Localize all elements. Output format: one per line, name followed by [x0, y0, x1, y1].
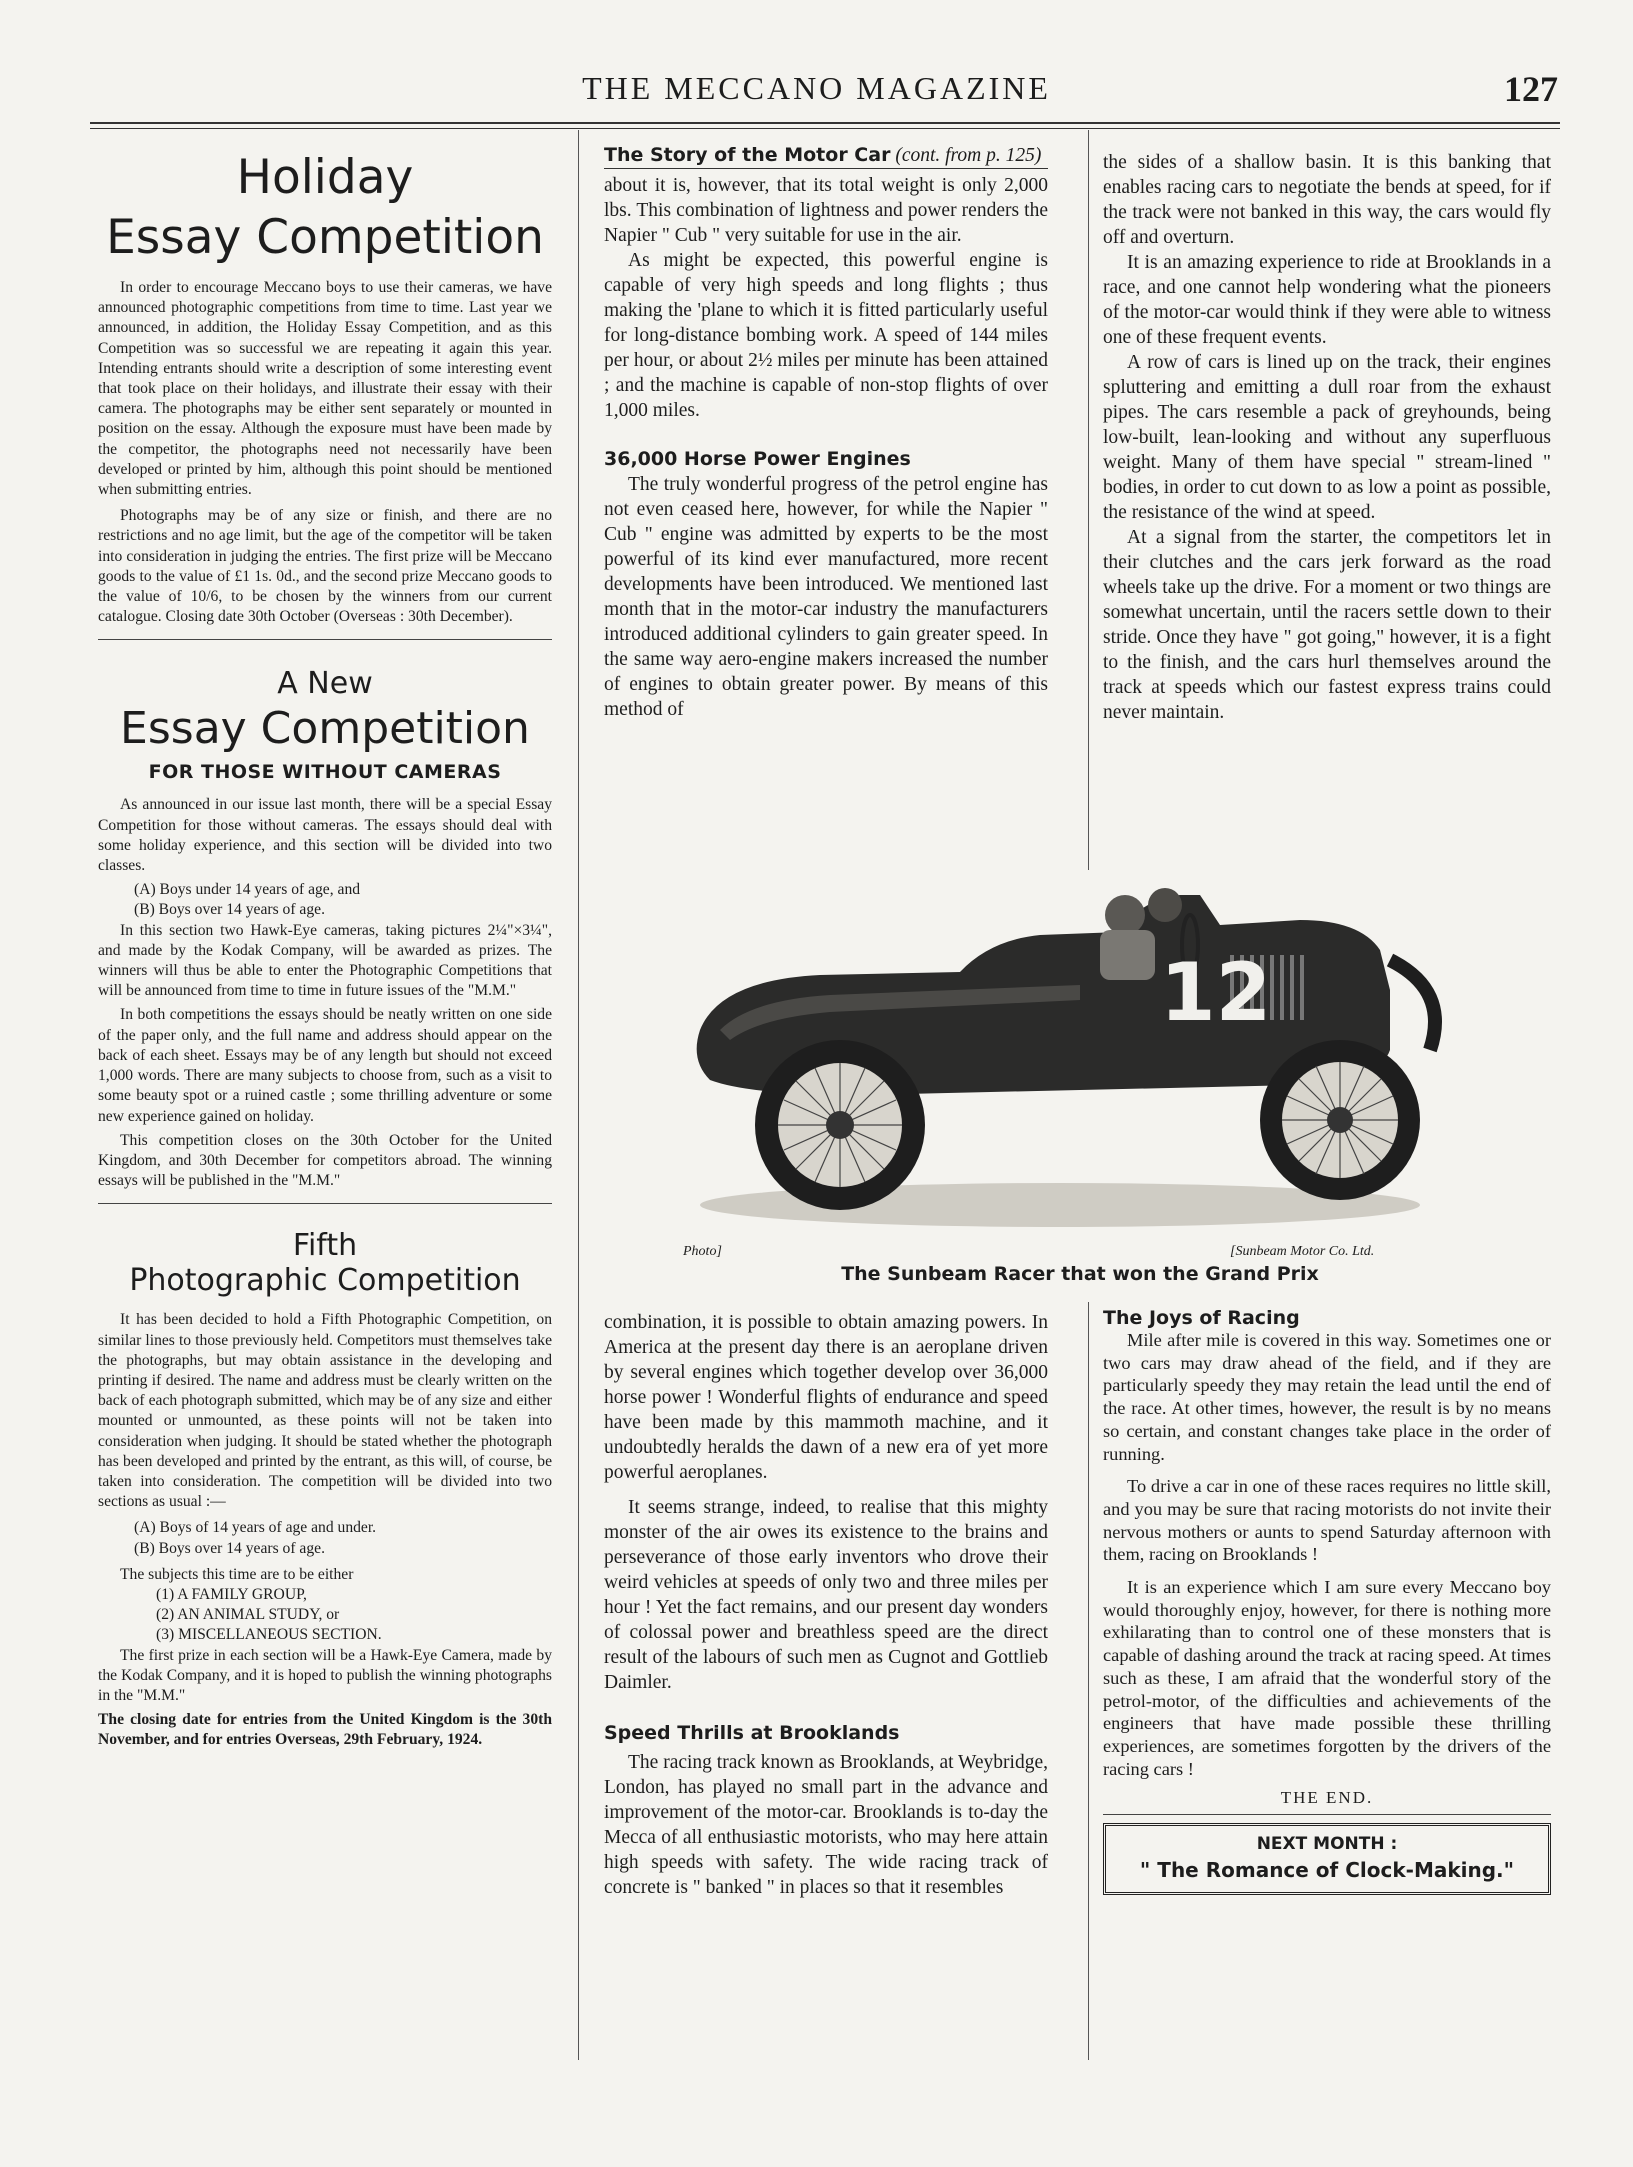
story-paragraph: To drive a car in one of these races requires no little skill, and you may be sure that racing motorists do not invite their nervous mothers or aunts to spend Saturday afternoon with them, racing on Brooklands !: [1103, 1476, 1551, 1565]
story-paragraph: the sides of a shallow basin. It is this banking that enables racing cars to negotiate the bends at speed, for if the track were not banked in this way, the cars would fly off and overturn.: [1103, 152, 1551, 248]
section-rule: [1103, 1814, 1551, 1815]
fifth-title-line2: Photographic Competition: [129, 1263, 521, 1299]
holiday-paragraph: Photographs may be of any size or finish, and there are no restrictions and no age limit, but the age of the competitor will be taken into consideration in judging the entries. The first prize will be Meccano goods to the value of £1 1s. 0d., and the second prize Meccano goods to the value of 10/6, to be chosen by the winners from our current catalogue. Closing date 30th October (Overseas : 30th December).: [98, 507, 552, 626]
page-number: 127: [1504, 69, 1558, 109]
section-rule: [98, 639, 552, 640]
middle-column-lower: [604, 1310, 1048, 1900]
subject-item: (2) AN ANIMAL STUDY, or: [156, 1606, 340, 1624]
photo-credit-right: [Sunbeam Motor Co. Ltd.: [1230, 1244, 1375, 1259]
new-essay-subtitle: FOR THOSE WITHOUT CAMERAS: [148, 761, 502, 784]
fifth-paragraph: It has been decided to hold a Fifth Photographic Competition, on similar lines to those previously held. Competitors must themselves take the photographs, but may obtain assistance in the developing and printing if desired. The name and address must be clearly written on the back of each photograph submitted, which may be of any size and either mounted or unmounted, as these points will not be taken into consideration when judging. It should be stated whether the photograph has been developed and printed by the entrant, as this will, of course, be taken into consideration. The competition will be divided into two sections as usual :—: [98, 1311, 552, 1511]
story-paragraph: combination, it is possible to obtain amazing powers. In America at the present day there is an aeroplane driven by several engines which together develop over 36,000 horse power ! Wonderful flights of endurance and speed have been made by this mammoth machine, and it undoubtedly heralds the dawn of a new era of yet more powerful aeroplanes.: [604, 1312, 1048, 1483]
middle-column-upper: [604, 143, 1048, 722]
subheading-brooklands: Speed Thrills at Brooklands: [604, 1722, 900, 1744]
story-paragraph: A row of cars is lined up on the track, their engines spluttering and emitting a dull roar from the exhaust pipes. The cars resemble a pack of greyhounds, being low-built, lean-looking and without any superfluous weight. Many of them have special " stream-lined " bodies, in order to cut down to as low a point as possible, the resistance of the wind at speed.: [1103, 352, 1551, 523]
story-paragraph: The racing track known as Brooklands, at Weybridge, London, has played no small part in the advance and improvement of the motor-car. Brooklands is to-day the Mecca of all enthusiastic motorists, who may here attain high speeds with safety. The wide racing track of concrete is " banked " in places so that it resembles: [604, 1752, 1048, 1898]
photo-caption: The Sunbeam Racer that won the Grand Prix: [841, 1263, 1319, 1285]
story-paragraph: It seems strange, indeed, to realise that this mighty monster of the air owes its existence to the brains and perseverance of those early inventors who drove their weird vehicles at speeds of only two and three miles per hour ! Yet the fact remains, and our present day wonders of colossal power and breathless speed are the direct result of the labours of such men as Cugnot and Gottlieb Daimler.: [604, 1497, 1048, 1693]
next-month-box: [1103, 1823, 1551, 1895]
new-essay-paragraph: In this section two Hawk-Eye cameras, taking pictures 2¼"×3¼", and made by the Kodak Company, will be awarded as prizes. The winners will thus be able to enter the Photographic Competitions that will be announced from time to time in future issues of the "M.M.": [98, 921, 552, 1000]
story-continued: (cont. from p. 125): [895, 145, 1042, 166]
new-essay-title-line1: A New: [277, 666, 373, 702]
left-column: [98, 148, 552, 1751]
new-essay-paragraph: This competition closes on the 30th October for the United Kingdom, and 30th December for competitors abroad. The winning essays will be published in the "M.M.": [98, 1131, 552, 1190]
fifth-closing-date: The closing date for entries from the United Kingdom is the 30th November, and for entries Overseas, 29th February, 1924.: [98, 1711, 552, 1749]
fifth-title-line1: Fifth: [292, 1228, 358, 1264]
column-divider-left: [578, 130, 579, 2060]
column-divider-lower-right: [1088, 1302, 1089, 2060]
section-rule: [98, 1203, 552, 1204]
car-number: 12: [1160, 946, 1272, 1039]
story-heading-block: [604, 143, 1048, 169]
new-essay-paragraph: As announced in our issue last month, there will be a special Essay Competition for those without cameras. The essays should deal with some holiday experience, and this section will be divided into two classes.: [98, 796, 552, 875]
next-month-title: " The Romance of Clock-Making.": [1139, 1858, 1515, 1883]
holiday-title-line2: Essay Competition: [106, 210, 544, 265]
subject-item: (3) MISCELLANEOUS SECTION.: [156, 1626, 382, 1644]
story-paragraph: It is an amazing experience to ride at Brooklands in a race, and one cannot help wondering what the pioneers of the motor-car would think if they were able to witness one of these frequent events.: [1103, 252, 1551, 348]
story-paragraph: Mile after mile is covered in this way. Sometimes one or two cars may draw ahead of the field, and if they are particularly speedy they may retain the lead until the end of the race. At other times, however, the result is by no means so certain, and constant changes take place in the order of running.: [1103, 1330, 1551, 1464]
new-essay-title-line2: Essay Competition: [120, 703, 530, 755]
subject-item: (1) A FAMILY GROUP,: [156, 1585, 307, 1603]
racing-car-illustration: [660, 880, 1490, 1250]
new-essay-paragraph: In both competitions the essays should be neatly written on one side of the paper only, and the full name and address should appear on the back of each sheet. Essays may be of any length but should not exceed 1,000 words. There are many subjects to choose from, such as a visit to some beauty spot or a ruined castle ; some thrilling adventure or some new experience gained on holiday.: [98, 1006, 552, 1125]
class-b: (B) Boys over 14 years of age.: [134, 901, 325, 919]
subheading-joys-of-racing: The Joys of Racing: [1103, 1307, 1300, 1329]
section-a: (A) Boys of 14 years of age and under.: [134, 1519, 377, 1537]
section-b: (B) Boys over 14 years of age.: [134, 1539, 325, 1557]
holiday-paragraph: In order to encourage Meccano boys to use their cameras, we have announced photographic competitions from time to time. Last year we announced, in addition, the Holiday Essay Competition, and as this Competition was so successful we are repeating it again this year. Intending entrants should write a description of some interesting event that took place on their holidays, and illustrate their essay with their camera. The photographs may be either sent separately or mounted in position on the essay. Although the exposure must have been made by the competitor, the photographs need not necessarily have been developed or printed by him, although this point should be mentioned when submitting entries.: [98, 279, 552, 499]
story-paragraph: about it is, however, that its total weight is only 2,000 lbs. This combination of lightness and power renders the Napier " Cub " very suitable for use in the air.: [604, 175, 1048, 246]
magazine-title: THE MECCANO MAGAZINE: [582, 70, 1051, 106]
story-paragraph: It is an experience which I am sure every Meccano boy would thoroughly enjoy, however, for there is nothing more exhilarating than to control one of these monsters that is capable of dashing around the track at racing speed. At times such as these, I am afraid that the wonderful story of the petrol-motor, of the difficulties and achievements of the engineers that have made possible these thrilling experiences, are sometimes forgotten by the drivers of the racing cars !: [1103, 1577, 1551, 1779]
story-paragraph: The truly wonderful progress of the petrol engine has not even ceased here, however, for while the Napier " Cub " engine was admitted by experts to be the most powerful of its kind ever manufactured, more recent developments have been introduced. We mentioned last month that in the motor-car industry the manufacturers introduced additional cylinders to gain greater speed. In the same way aero-engine makers increased the number of engines to obtain greater power. By means of this method of: [604, 474, 1048, 720]
photo-credit-left: Photo]: [683, 1244, 722, 1259]
next-month-label: NEXT MONTH :: [1256, 1834, 1398, 1855]
story-paragraph: As might be expected, this powerful engine is capable of very high speeds and long flights ; thus making the 'plane to which it is fitted particularly useful for long-distance bombing work. A speed of 144 miles per hour, or about 2½ miles per minute has been attained ; and the machine is capable of non-stop flights of over 1,000 miles.: [604, 250, 1048, 421]
fifth-paragraph: The first prize in each section will be a Hawk-Eye Camera, made by the Kodak Company, and it is hoped to publish the winning photographs in the "M.M.": [98, 1646, 552, 1704]
right-column-lower: [1103, 1307, 1551, 1895]
column-divider-upper-right: [1088, 130, 1089, 870]
subjects-intro: The subjects this time are to be either: [120, 1565, 354, 1583]
story-paragraph: At a signal from the starter, the competitors let in their clutches and the cars jerk forward as the road wheels take up the drive. For a moment or two things are somewhat uncertain, until the racers settle down to their stride. Once they have " got going," however, it is a fight to the finish, and the cars hurl themselves around the track at speeds which our fastest express trains could never maintain.: [1103, 527, 1551, 723]
the-end: THE END.: [1280, 1788, 1374, 1808]
story-heading: The Story of the Motor Car: [604, 144, 891, 166]
right-column-upper: [1103, 150, 1551, 725]
sunbeam-racer-photo: [660, 880, 1490, 1250]
class-a: (A) Boys under 14 years of age, and: [134, 881, 361, 899]
subheading-horse-power: 36,000 Horse Power Engines: [604, 448, 911, 470]
holiday-title-line1: Holiday: [236, 150, 414, 205]
header-rule: [90, 122, 1560, 129]
